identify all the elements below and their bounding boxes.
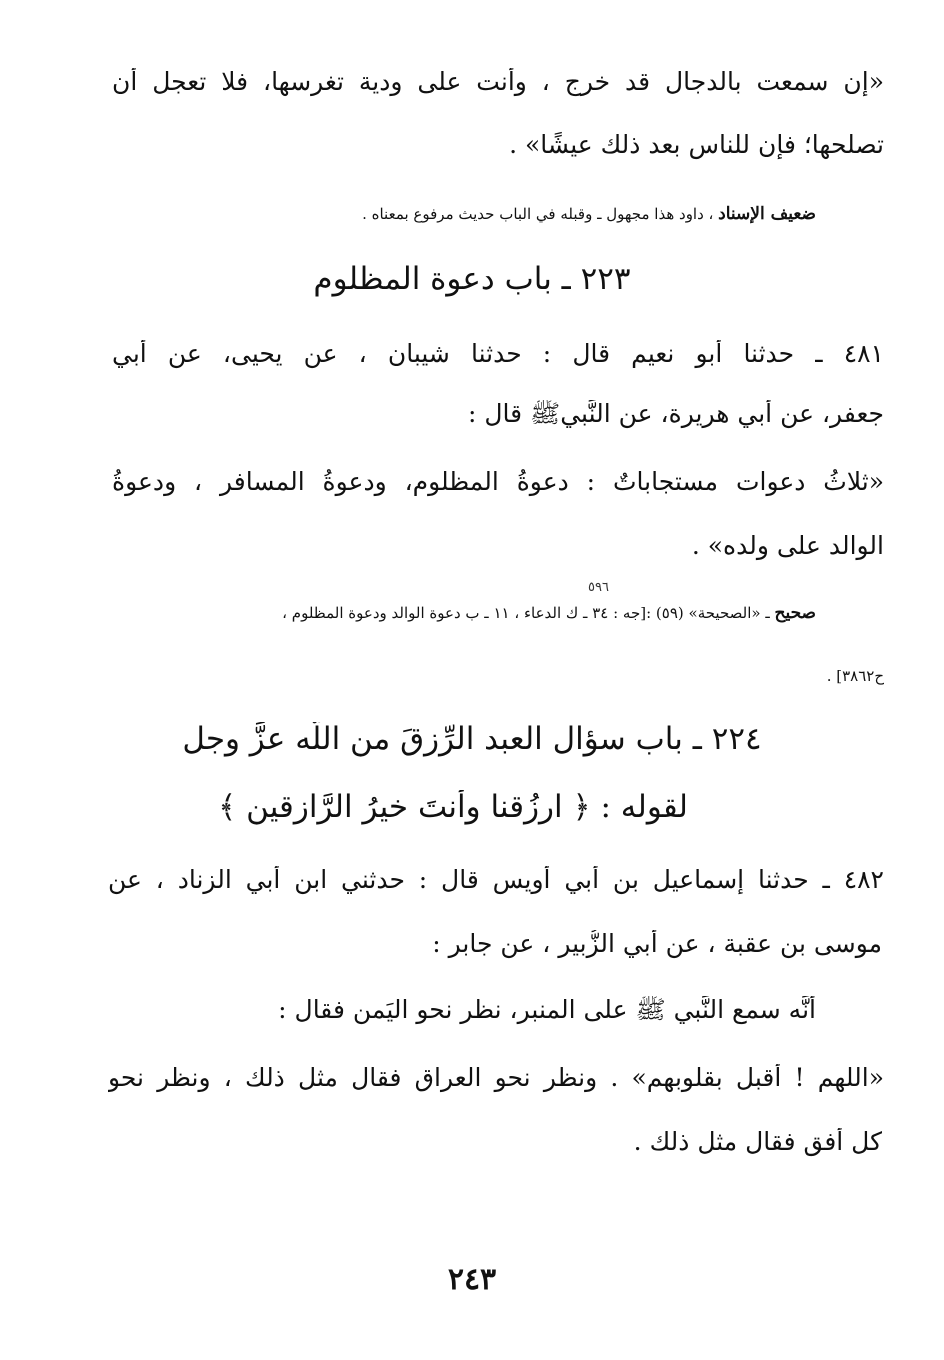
hadith-text-line: ٤٨١ ـ حدثنا أبو نعيم قال : حدثنا شيبان ، عن يحيى، عن أبي (112, 340, 884, 368)
hadith-text-line: «ثلاثُ دعوات مستجاباتٌ : دعوةُ المظلوم، ودعوةُ المسافر ، ودعوةُ (112, 468, 884, 496)
hadith-text-line: الوالد على ولده» . (691, 532, 884, 560)
hadith-text-line: «اللهم ! أقبل بقلوبهم» . ونظر نحو العراق فقال مثل ذلك ، ونظر نحو (108, 1064, 884, 1092)
grade-label: ضعيف الإسناد (718, 205, 816, 224)
grading-note (116, 205, 816, 225)
chapter-heading: ٢٢٤ ـ باب سؤال العبد الرِّزقَ من اللَّه عزَّ وجل (182, 722, 762, 757)
hadith-text-line: أنَّه سمع النَّبي ﷺ على المنبر، نظر نحو اليَمن فقال : (278, 996, 816, 1024)
hadith-text-line: جعفر، عن أبي هريرة، عن النَّبيﷺ قال : (467, 400, 884, 428)
chapter-heading-verse: لقوله : ﴿ ارزُقنا وأنتَ خيرُ الرَّازقين ﴾ (218, 790, 688, 825)
grade-text: ، داود هذا مجهول ـ وقبله في الباب حديث مرفوع بمعناه . (362, 205, 719, 223)
hadith-text-line: كل أفق فقال مثل ذلك . (633, 1128, 882, 1156)
chapter-heading: ٢٢٣ ـ باب دعوة المظلوم (313, 262, 631, 297)
hadith-text-line: موسى بن عقبة ، عن أبي الزُّبير ، عن جابر : (432, 930, 882, 958)
grading-note (100, 604, 816, 624)
grade-label: صحيح (774, 604, 816, 623)
hadith-text-line: تصلحها؛ فإن للناس بعد ذلك عيشًا» . (509, 131, 884, 159)
hadith-text-line: «إن سمعت بالدجال قد خرج ، وأنت على ودية تغرسها، فلا تعجل أن (112, 68, 884, 96)
grading-note-continuation: ح٣٨٦٢] . (826, 668, 884, 685)
grade-text: ـ «الصحيحة» (٥٩) :[جه : ٣٤ ـ ك الدعاء ، ١١ ـ ب دعوة الوالد ودعوة المظلوم ، (282, 604, 775, 622)
hadith-text-line: ٤٨٢ ـ حدثنا إسماعيل بن أبي أويس قال : حدثني ابن أبي الزناد ، عن (108, 866, 884, 894)
page-number: ٢٤٣ (447, 1262, 497, 1297)
handwritten-note: ٥٩٦ (588, 580, 609, 595)
